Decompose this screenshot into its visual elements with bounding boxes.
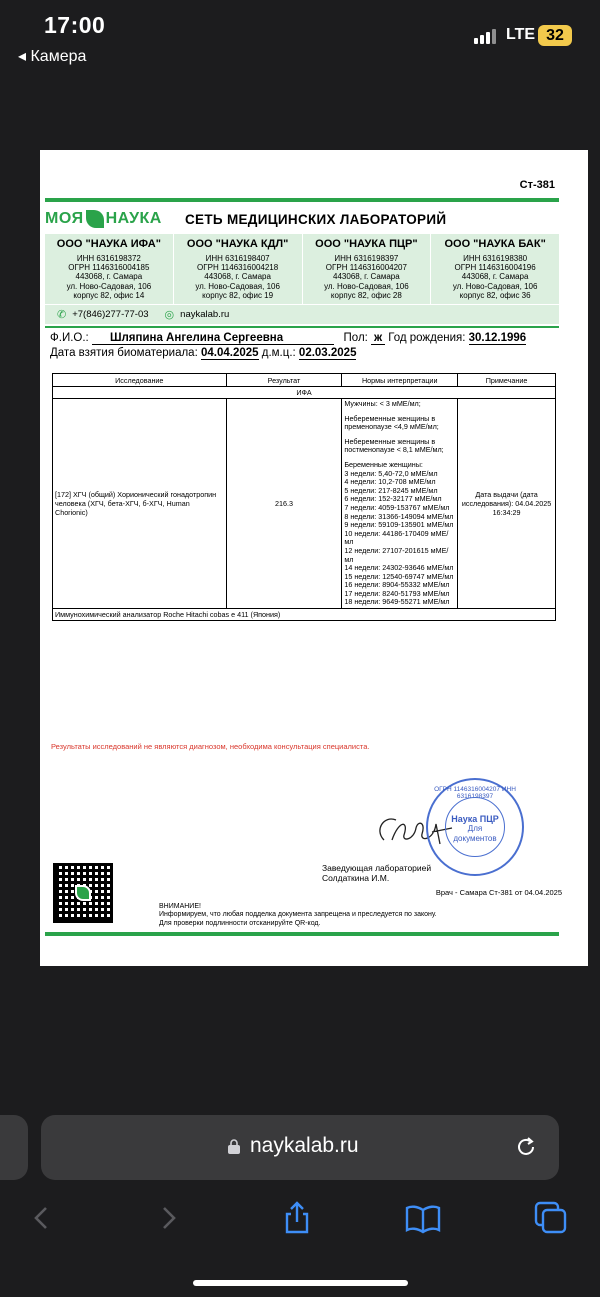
- doctor-line: Врач - Самара Ст-381 от 04.04.2025: [435, 888, 562, 897]
- patient-name: Шляпина Ангелина Сергеевна: [92, 332, 334, 345]
- url-text[interactable]: naykalab.ru: [250, 1134, 359, 1157]
- network-type: LTE: [506, 26, 536, 43]
- network-title: СЕТЬ МЕДИЦИНСКИХ ЛАБОРАТОРИЙ: [185, 212, 447, 227]
- patient-sex: ж: [371, 332, 385, 345]
- org-kdl: ООО "НАУКА КДЛ" ИНН 6316198407 ОГРН 1146316004218 443068, г. Самара ул. Ново-Садовая, 106 корпус 82, офис 19: [174, 234, 303, 318]
- test-name: [172] ХГЧ (общий) Хорионический гонадотропин человека (ХГЧ, бета-ХГЧ, б-ХГЧ, Human Chorionic): [53, 399, 227, 609]
- back-icon[interactable]: [24, 1200, 60, 1236]
- signal-icon: [474, 28, 498, 44]
- lmp-date: 02.03.2025: [298, 347, 357, 359]
- sample-date: 04.04.2025: [200, 347, 259, 359]
- lab-report-document: [40, 150, 588, 966]
- tabs-icon[interactable]: [533, 1200, 569, 1236]
- authenticity-notice: ВНИМАНИЕ! Информируем, что любая подделка документа запрещена и преследуется по закону. Для проверки подлинности отсканируйте QR-код.: [159, 903, 437, 927]
- table-row: [53, 399, 556, 609]
- status-bar: [0, 0, 600, 72]
- phone-icon: ✆: [57, 309, 67, 321]
- patient-birth-year: 30.12.1996: [468, 332, 527, 344]
- forward-icon[interactable]: [150, 1200, 186, 1236]
- disclaimer: Результаты исследований не являются диагнозом, необходима консультация специалиста.: [51, 742, 370, 751]
- reload-icon[interactable]: [513, 1134, 539, 1160]
- back-to-camera-link[interactable]: ◂ Камера: [18, 48, 87, 65]
- phone-number: +7(846)277-77-03: [72, 309, 149, 320]
- leaf-icon: [86, 210, 104, 228]
- document-code: Ст-381: [519, 179, 555, 191]
- result-note: Дата выдачи (дата исследования): 04.04.2025 16:34:29: [458, 399, 556, 609]
- bookmarks-icon[interactable]: [405, 1200, 441, 1236]
- contacts-bar: [45, 304, 559, 324]
- home-indicator[interactable]: [193, 1280, 408, 1286]
- header-divider: [45, 198, 559, 202]
- test-result: 216.3: [226, 399, 342, 609]
- lab-head: Заведующая лабораторией Солдаткина И.М.: [322, 863, 432, 883]
- qr-leaf-icon: [75, 885, 91, 901]
- website: naykalab.ru: [180, 309, 230, 320]
- table-header-row: Исследование Результат Нормы интерпретации Примечание: [53, 374, 556, 387]
- reference-norms: Мужчины: < 3 мМЕ/мл; Небеременные женщины в пременопаузе <4,9 мМЕ/мл; Небеременные женщины в постменопаузе < 8,1 мМЕ/мл; Беременные женщины: 3 недели: 5,40-72,0 мМЕ/мл 4 недели: 10,2-708 мМЕ/мл 5 недели: 217-8245 мМЕ/мл 6 недели: 152-32177 мМЕ/мл 7 недели: 4059-153767 мМЕ/мл 8 недели: 31366-149094 мМЕ/мл 9 недели: 59109-135901 мМЕ/мл 10 недели: 44186-170409 мМЕ/мл 12 недели: 27107-201615 мМЕ/мл 14 недели: 24302-93646 мМЕ/мл 15 недели: 12540-69747 мМЕ/мл 16 недели: 8904-55332 мМЕ/мл 17 недели: 8240-51793 мМЕ/мл 18 недели: 9649-55271 мМЕ/мл: [342, 399, 458, 609]
- battery-indicator: 32: [538, 25, 572, 46]
- patient-line: Ф.И.О.: Шляпина Ангелина Сергеевна Пол: ж Год рождения: 30.12.1996: [50, 332, 527, 344]
- brand-logo: МОЯ НАУКА: [45, 210, 162, 227]
- analyzer-row: Иммунохимический анализатор Roche Hitachi cobas e 411 (Япония): [53, 609, 556, 621]
- globe-icon: ◎: [164, 309, 175, 321]
- share-icon[interactable]: [279, 1200, 315, 1236]
- section-row: ИФА: [53, 387, 556, 399]
- footer-divider: [45, 932, 559, 936]
- previous-tab-address-bar[interactable]: [0, 1115, 28, 1180]
- sample-line: Дата взятия биоматериала: 04.04.2025 д.м.ц.: 02.03.2025: [50, 347, 357, 359]
- org-ifa: ООО "НАУКА ИФА" ИНН 6316198372 ОГРН 1146316004185 443068, г. Самара ул. Ново-Садовая, 106 корпус 82, офис 14: [45, 234, 174, 318]
- org-pcr: ООО "НАУКА ПЦР" ИНН 6316198397 ОГРН 1146316004207 443068, г. Самара ул. Ново-Садовая, 106 корпус 82, офис 28: [303, 234, 432, 318]
- official-stamp: ОГРН 1146316004207 ИНН 6316198397 Наука ПЦР Для документов: [426, 778, 524, 876]
- results-table: [52, 373, 556, 621]
- contacts-divider: [45, 326, 559, 328]
- org-bak: ООО "НАУКА БАК" ИНН 6316198380 ОГРН 1146316004196 443068, г. Самара ул. Ново-Садовая, 106 корпус 82, офис 36: [444, 238, 546, 300]
- lock-icon: [228, 1139, 240, 1154]
- clock: 17:00: [44, 12, 106, 38]
